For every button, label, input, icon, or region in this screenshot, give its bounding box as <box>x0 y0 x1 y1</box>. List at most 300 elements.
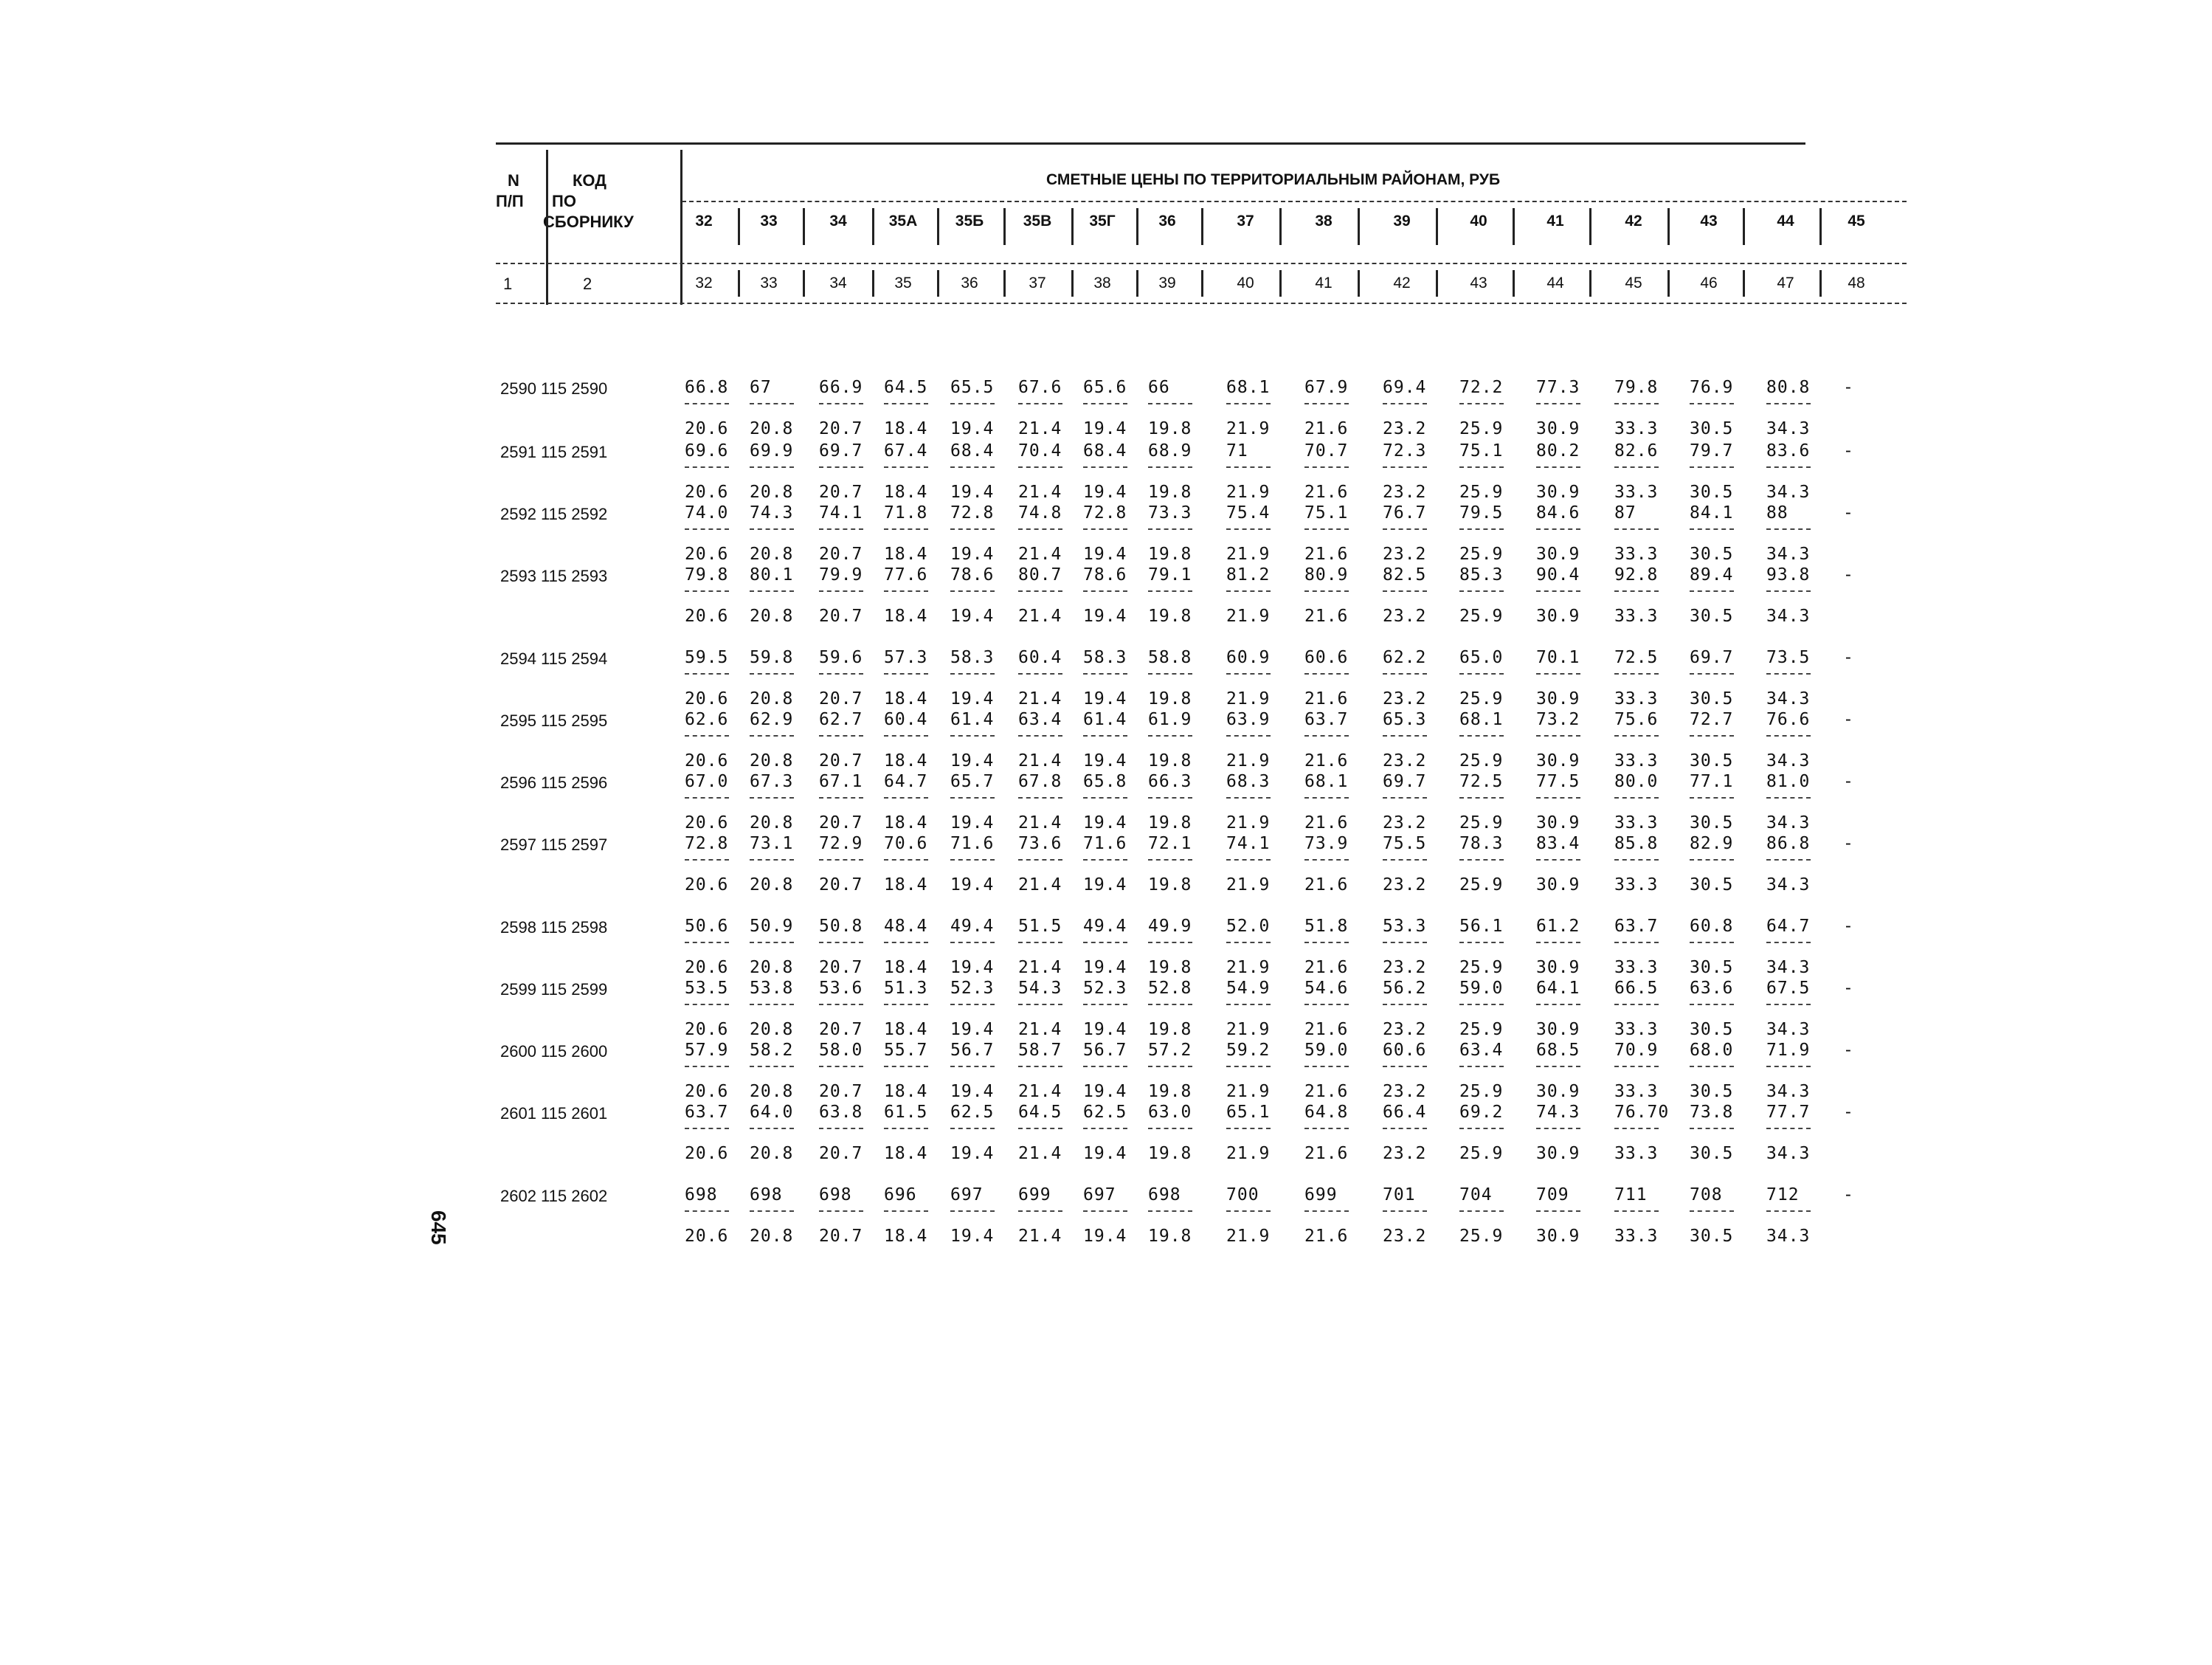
price-value: 53.5 <box>685 979 729 998</box>
labor-value: 19.4 <box>950 751 995 771</box>
price-value: 63.0 <box>1148 1103 1192 1122</box>
fraction-bar <box>1690 797 1734 799</box>
labor-value: 20.8 <box>750 483 794 502</box>
region-column-header: 33 <box>760 213 778 230</box>
price-value: 69.9 <box>750 441 794 461</box>
price-value: 71.8 <box>884 503 928 523</box>
fraction-bar <box>1459 528 1504 530</box>
labor-value: 30.5 <box>1690 751 1734 771</box>
labor-value: 33.3 <box>1614 1082 1659 1101</box>
column-number-divider <box>1589 270 1591 297</box>
region-column-header: 43 <box>1700 213 1718 230</box>
fraction-bar <box>1018 1128 1062 1129</box>
fraction-bar <box>1766 466 1811 468</box>
price-value: 48.4 <box>884 917 928 936</box>
column-number-divider <box>738 270 740 297</box>
labor-value: 30.9 <box>1536 1020 1580 1039</box>
labor-value: 19.4 <box>950 1020 995 1039</box>
fraction-bar <box>1536 590 1580 592</box>
price-value: 57.2 <box>1148 1041 1192 1060</box>
price-value: 75.5 <box>1383 834 1427 853</box>
column-number: 35 <box>894 275 912 292</box>
labor-value: 20.8 <box>750 958 794 977</box>
column-divider <box>1743 208 1745 245</box>
price-value: 72.8 <box>1083 503 1127 523</box>
row-code-label: 2599 115 2599 <box>500 980 608 999</box>
price-value: 70.4 <box>1018 441 1062 461</box>
region-column-header: 35В <box>1023 213 1052 230</box>
labor-value: 19.4 <box>950 419 995 438</box>
fraction-bar <box>685 942 729 943</box>
labor-value: 34.3 <box>1766 813 1811 832</box>
price-value: 701 <box>1383 1185 1416 1204</box>
fraction-bar <box>685 1004 729 1005</box>
labor-value: 20.6 <box>685 1227 729 1246</box>
price-value: 72.5 <box>1459 772 1504 791</box>
labor-value: 19.8 <box>1148 1082 1192 1101</box>
row-code-label: 2594 115 2594 <box>500 649 608 668</box>
fraction-bar <box>1536 1128 1580 1129</box>
price-value: 699 <box>1304 1185 1338 1204</box>
price-value: 76.70 <box>1614 1103 1670 1122</box>
labor-value: 18.4 <box>884 1082 928 1101</box>
labor-value: 33.3 <box>1614 689 1659 709</box>
fraction-bar <box>1226 590 1271 592</box>
fraction-bar <box>1459 859 1504 861</box>
price-value: 80.7 <box>1018 565 1062 585</box>
labor-value: 20.8 <box>750 607 794 626</box>
column-48-value: - <box>1843 979 1854 998</box>
fraction-bar <box>1148 673 1192 675</box>
row-code-label: 2595 115 2595 <box>500 711 608 730</box>
column-divider <box>1667 208 1670 245</box>
labor-value: 33.3 <box>1614 751 1659 771</box>
column-48-value: - <box>1843 1185 1854 1204</box>
price-value: 55.7 <box>884 1041 928 1060</box>
fraction-bar <box>1148 942 1192 943</box>
labor-value: 20.7 <box>819 689 863 709</box>
fraction-bar <box>750 1066 794 1067</box>
price-value: 67.4 <box>884 441 928 461</box>
labor-value: 19.8 <box>1148 813 1192 832</box>
fraction-bar <box>1018 735 1062 737</box>
fraction-bar <box>1226 1210 1271 1212</box>
fraction-bar <box>1614 1066 1659 1067</box>
price-value: 52.8 <box>1148 979 1192 998</box>
region-column-header: 34 <box>829 213 847 230</box>
labor-value: 25.9 <box>1459 483 1504 502</box>
labor-value: 19.4 <box>1083 483 1127 502</box>
fraction-bar <box>1766 1004 1811 1005</box>
labor-value: 20.8 <box>750 751 794 771</box>
labor-value: 21.4 <box>1018 1082 1062 1101</box>
fraction-bar <box>1148 590 1192 592</box>
fraction-bar <box>1459 1004 1504 1005</box>
header-code-label-3: СБОРНИКУ <box>543 213 634 231</box>
price-value: 66.5 <box>1614 979 1659 998</box>
labor-value: 25.9 <box>1459 419 1504 438</box>
price-value: 77.5 <box>1536 772 1580 791</box>
labor-value: 23.2 <box>1383 607 1427 626</box>
price-value: 49.4 <box>950 917 995 936</box>
fraction-bar <box>1018 859 1062 861</box>
price-value: 74.1 <box>819 503 863 523</box>
labor-value: 21.9 <box>1226 875 1271 894</box>
fraction-bar <box>1766 673 1811 675</box>
fraction-bar <box>1083 1210 1127 1212</box>
fraction-bar <box>1148 797 1192 799</box>
labor-value: 21.6 <box>1304 419 1349 438</box>
price-value: 68.5 <box>1536 1041 1580 1060</box>
price-value: 65.3 <box>1383 710 1427 729</box>
fraction-bar <box>1536 1210 1580 1212</box>
labor-value: 21.4 <box>1018 813 1062 832</box>
labor-value: 23.2 <box>1383 483 1427 502</box>
price-value: 65.1 <box>1226 1103 1271 1122</box>
column-48-value: - <box>1843 648 1854 667</box>
price-value: 66.9 <box>819 378 863 397</box>
fraction-bar <box>1018 403 1062 404</box>
fraction-bar <box>819 466 863 468</box>
fraction-bar <box>884 1210 928 1212</box>
row-code-label: 2600 115 2600 <box>500 1042 608 1061</box>
price-value: 63.4 <box>1459 1041 1504 1060</box>
price-value: 85.3 <box>1459 565 1504 585</box>
fraction-bar <box>1459 1210 1504 1212</box>
column-divider <box>738 208 740 245</box>
fraction-bar <box>950 1066 995 1067</box>
fraction-bar <box>1383 528 1427 530</box>
fraction-bar <box>1383 673 1427 675</box>
labor-value: 18.4 <box>884 689 928 709</box>
column-number-divider <box>1513 270 1515 297</box>
price-value: 61.4 <box>1083 710 1127 729</box>
labor-value: 20.6 <box>685 545 729 564</box>
column-number: 34 <box>829 275 847 292</box>
price-value: 79.5 <box>1459 503 1504 523</box>
price-value: 59.5 <box>685 648 729 667</box>
fraction-bar <box>685 528 729 530</box>
price-value: 60.6 <box>1304 648 1349 667</box>
fraction-bar <box>1536 1004 1580 1005</box>
fraction-bar <box>750 528 794 530</box>
labor-value: 21.6 <box>1304 607 1349 626</box>
page-number: 645 <box>427 1210 450 1245</box>
fraction-bar <box>1690 942 1734 943</box>
labor-value: 33.3 <box>1614 1020 1659 1039</box>
labor-value: 34.3 <box>1766 958 1811 977</box>
fraction-bar <box>685 673 729 675</box>
labor-value: 20.8 <box>750 875 794 894</box>
labor-value: 21.6 <box>1304 958 1349 977</box>
price-value: 66.8 <box>685 378 729 397</box>
region-column-header: 36 <box>1158 213 1176 230</box>
fraction-bar <box>819 797 863 799</box>
price-value: 65.8 <box>1083 772 1127 791</box>
price-value: 60.9 <box>1226 648 1271 667</box>
price-value: 70.9 <box>1614 1041 1659 1060</box>
price-value: 86.8 <box>1766 834 1811 853</box>
price-value: 80.8 <box>1766 378 1811 397</box>
labor-value: 19.4 <box>1083 958 1127 977</box>
column-divider <box>1513 208 1515 245</box>
header-rule-3 <box>496 303 1907 304</box>
column-48-value: - <box>1843 503 1854 523</box>
fraction-bar <box>1018 942 1062 943</box>
labor-value: 34.3 <box>1766 1227 1811 1246</box>
labor-value: 20.7 <box>819 813 863 832</box>
labor-value: 19.4 <box>950 545 995 564</box>
price-value: 58.8 <box>1148 648 1192 667</box>
header-code-label-1: КОД <box>573 171 606 190</box>
labor-value: 33.3 <box>1614 875 1659 894</box>
header-divider-1 <box>546 150 548 305</box>
fraction-bar <box>884 735 928 737</box>
price-value: 80.9 <box>1304 565 1349 585</box>
labor-value: 20.6 <box>685 1020 729 1039</box>
fraction-bar <box>950 403 995 404</box>
labor-value: 20.7 <box>819 1020 863 1039</box>
fraction-bar <box>1018 673 1062 675</box>
price-value: 50.9 <box>750 917 794 936</box>
labor-value: 21.4 <box>1018 483 1062 502</box>
fraction-bar <box>1083 1128 1127 1129</box>
labor-value: 18.4 <box>884 1144 928 1163</box>
fraction-bar <box>1459 466 1504 468</box>
price-value: 56.7 <box>950 1041 995 1060</box>
col-number-1: 1 <box>503 275 513 293</box>
fraction-bar <box>1459 590 1504 592</box>
labor-value: 23.2 <box>1383 1082 1427 1101</box>
labor-value: 20.8 <box>750 1020 794 1039</box>
labor-value: 20.6 <box>685 813 729 832</box>
labor-value: 21.9 <box>1226 419 1271 438</box>
labor-value: 30.9 <box>1536 875 1580 894</box>
column-divider <box>1003 208 1006 245</box>
column-divider <box>1279 208 1282 245</box>
price-value: 58.3 <box>1083 648 1127 667</box>
labor-value: 25.9 <box>1459 1227 1504 1246</box>
region-column-header: 38 <box>1315 213 1333 230</box>
column-48-value: - <box>1843 565 1854 585</box>
column-divider <box>1436 208 1438 245</box>
price-value: 699 <box>1018 1185 1051 1204</box>
price-value: 71.6 <box>1083 834 1127 853</box>
price-value: 52.3 <box>950 979 995 998</box>
price-value: 79.1 <box>1148 565 1192 585</box>
fraction-bar <box>685 735 729 737</box>
price-value: 80.0 <box>1614 772 1659 791</box>
fraction-bar <box>1226 942 1271 943</box>
fraction-bar <box>1304 590 1349 592</box>
fraction-bar <box>884 403 928 404</box>
price-value: 61.4 <box>950 710 995 729</box>
fraction-bar <box>1766 797 1811 799</box>
column-number: 48 <box>1848 275 1865 292</box>
fraction-bar <box>1148 528 1192 530</box>
price-value: 62.2 <box>1383 648 1427 667</box>
fraction-bar <box>1459 797 1504 799</box>
labor-value: 30.9 <box>1536 1082 1580 1101</box>
column-number-divider <box>937 270 939 297</box>
price-value: 77.7 <box>1766 1103 1811 1122</box>
labor-value: 30.5 <box>1690 813 1734 832</box>
labor-value: 21.9 <box>1226 483 1271 502</box>
labor-value: 21.6 <box>1304 1144 1349 1163</box>
fraction-bar <box>1690 735 1734 737</box>
labor-value: 21.6 <box>1304 689 1349 709</box>
price-value: 92.8 <box>1614 565 1659 585</box>
labor-value: 19.4 <box>1083 1144 1127 1163</box>
fraction-bar <box>1226 1004 1271 1005</box>
labor-value: 34.3 <box>1766 483 1811 502</box>
price-value: 82.5 <box>1383 565 1427 585</box>
price-value: 67.0 <box>685 772 729 791</box>
labor-value: 23.2 <box>1383 958 1427 977</box>
price-value: 53.3 <box>1383 917 1427 936</box>
fraction-bar <box>1766 590 1811 592</box>
labor-value: 25.9 <box>1459 1144 1504 1163</box>
fraction-bar <box>1083 1004 1127 1005</box>
labor-value: 23.2 <box>1383 813 1427 832</box>
fraction-bar <box>819 1128 863 1129</box>
labor-value: 20.6 <box>685 958 729 977</box>
row-code-label: 2591 115 2591 <box>500 443 608 461</box>
price-value: 78.6 <box>1083 565 1127 585</box>
price-value: 70.7 <box>1304 441 1349 461</box>
labor-value: 20.6 <box>685 1082 729 1101</box>
fraction-bar <box>750 1004 794 1005</box>
price-value: 72.3 <box>1383 441 1427 461</box>
fraction-bar <box>1148 735 1192 737</box>
fraction-bar <box>884 528 928 530</box>
column-number-divider <box>1201 270 1203 297</box>
fraction-bar <box>950 797 995 799</box>
labor-value: 21.4 <box>1018 1144 1062 1163</box>
fraction-bar <box>1690 590 1734 592</box>
price-value: 62.7 <box>819 710 863 729</box>
labor-value: 19.4 <box>950 689 995 709</box>
column-divider <box>1358 208 1360 245</box>
fraction-bar <box>1304 1128 1349 1129</box>
labor-value: 19.4 <box>950 958 995 977</box>
fraction-bar <box>950 673 995 675</box>
price-value: 90.4 <box>1536 565 1580 585</box>
fraction-bar <box>884 797 928 799</box>
fraction-bar <box>685 1128 729 1129</box>
fraction-bar <box>1226 673 1271 675</box>
price-value: 68.0 <box>1690 1041 1734 1060</box>
labor-value: 30.5 <box>1690 1020 1734 1039</box>
price-value: 62.9 <box>750 710 794 729</box>
labor-value: 19.8 <box>1148 1144 1192 1163</box>
labor-value: 19.4 <box>1083 689 1127 709</box>
labor-value: 25.9 <box>1459 958 1504 977</box>
column-divider <box>1819 208 1822 245</box>
header-num-label: N <box>508 171 519 190</box>
fraction-bar <box>1226 1066 1271 1067</box>
fraction-bar <box>1018 797 1062 799</box>
fraction-bar <box>1148 1066 1192 1067</box>
column-48-value: - <box>1843 441 1854 461</box>
fraction-bar <box>1383 735 1427 737</box>
fraction-bar <box>819 942 863 943</box>
labor-value: 30.5 <box>1690 958 1734 977</box>
header-pp-label: П/П <box>496 192 524 210</box>
labor-value: 20.7 <box>819 1082 863 1101</box>
fraction-bar <box>1148 1210 1192 1212</box>
fraction-bar <box>1536 466 1580 468</box>
labor-value: 18.4 <box>884 419 928 438</box>
header-code-label-2: ПО <box>552 192 576 210</box>
column-divider <box>1136 208 1138 245</box>
fraction-bar <box>685 859 729 861</box>
price-value: 69.2 <box>1459 1103 1504 1122</box>
labor-value: 20.6 <box>685 875 729 894</box>
fraction-bar <box>1148 403 1192 404</box>
header-title: СМЕТНЫЕ ЦЕНЫ ПО ТЕРРИТОРИАЛЬНЫМ РАЙОНАМ, РУБ <box>1046 171 1501 188</box>
col-number-2: 2 <box>583 275 592 293</box>
price-value: 708 <box>1690 1185 1723 1204</box>
labor-value: 30.9 <box>1536 1144 1580 1163</box>
fraction-bar <box>1226 735 1271 737</box>
fraction-bar <box>884 859 928 861</box>
fraction-bar <box>950 466 995 468</box>
labor-value: 21.4 <box>1018 958 1062 977</box>
fraction-bar <box>750 859 794 861</box>
fraction-bar <box>1304 466 1349 468</box>
fraction-bar <box>1148 859 1192 861</box>
fraction-bar <box>1690 1128 1734 1129</box>
price-value: 59.2 <box>1226 1041 1271 1060</box>
fraction-bar <box>750 403 794 404</box>
price-value: 57.3 <box>884 648 928 667</box>
price-value: 76.7 <box>1383 503 1427 523</box>
fraction-bar <box>1536 1066 1580 1067</box>
labor-value: 19.8 <box>1148 1227 1192 1246</box>
labor-value: 19.4 <box>1083 1082 1127 1101</box>
fraction-bar <box>685 403 729 404</box>
labor-value: 20.6 <box>685 483 729 502</box>
labor-value: 33.3 <box>1614 545 1659 564</box>
price-value: 56.2 <box>1383 979 1427 998</box>
labor-value: 19.4 <box>950 1082 995 1101</box>
fraction-bar <box>1018 590 1062 592</box>
labor-value: 19.4 <box>1083 751 1127 771</box>
column-divider <box>1071 208 1074 245</box>
region-column-header: 41 <box>1546 213 1564 230</box>
price-value: 79.7 <box>1690 441 1734 461</box>
fraction-bar <box>1304 1210 1349 1212</box>
labor-value: 30.5 <box>1690 689 1734 709</box>
region-column-header: 44 <box>1777 213 1794 230</box>
fraction-bar <box>1614 735 1659 737</box>
price-value: 59.0 <box>1304 1041 1349 1060</box>
column-number-divider <box>1003 270 1006 297</box>
labor-value: 19.4 <box>950 813 995 832</box>
labor-value: 34.3 <box>1766 607 1811 626</box>
fraction-bar <box>1690 859 1734 861</box>
labor-value: 18.4 <box>884 958 928 977</box>
labor-value: 21.4 <box>1018 607 1062 626</box>
fraction-bar <box>1614 673 1659 675</box>
labor-value: 21.6 <box>1304 545 1349 564</box>
fraction-bar <box>1614 859 1659 861</box>
price-value: 68.9 <box>1148 441 1192 461</box>
price-value: 61.2 <box>1536 917 1580 936</box>
price-value: 61.9 <box>1148 710 1192 729</box>
labor-value: 19.4 <box>950 607 995 626</box>
